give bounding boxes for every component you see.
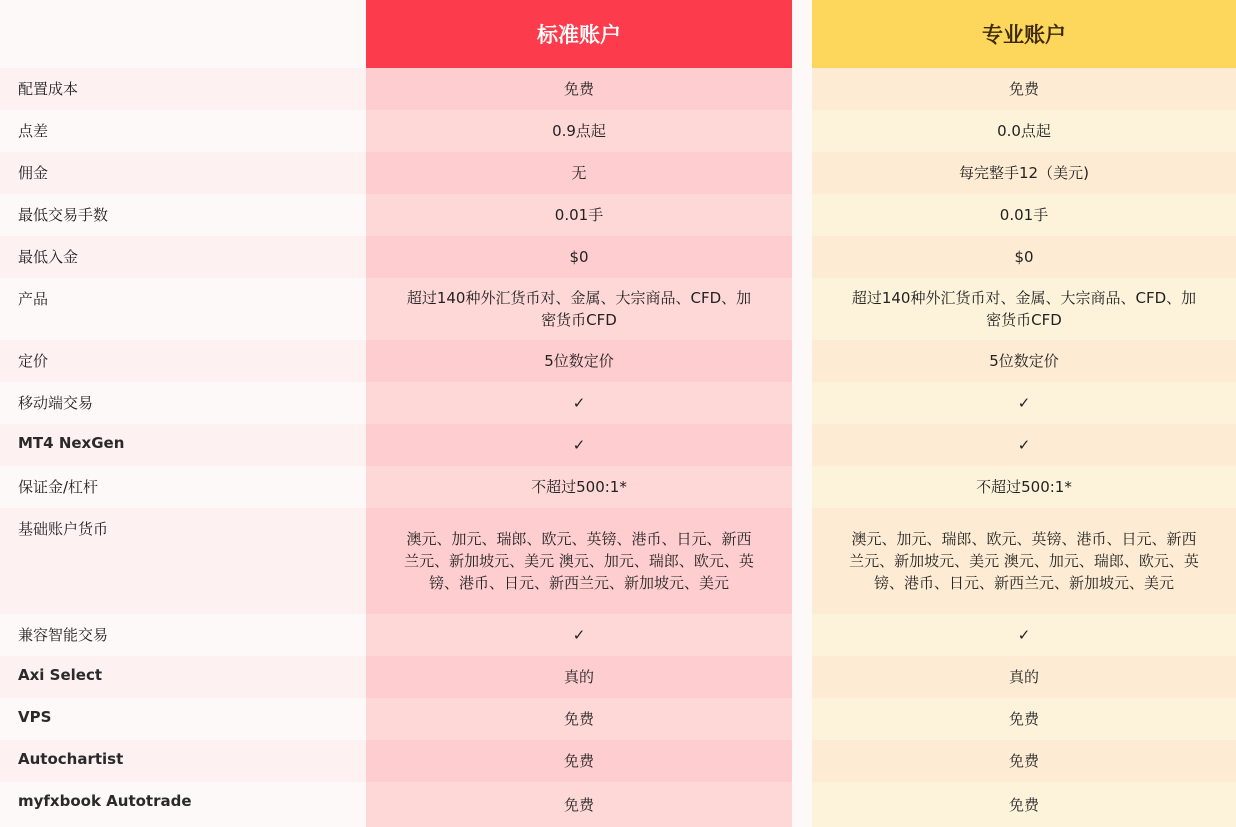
pro-cell: 免费 <box>812 782 1236 827</box>
table-row <box>0 278 1236 340</box>
comparison-table <box>0 68 1236 827</box>
pro-cell: 不超过500:1* <box>812 466 1236 508</box>
standard-cell: 不超过500:1* <box>366 466 792 508</box>
check-icon: ✓ <box>812 614 1236 656</box>
row-label: 移动端交易 <box>0 382 366 424</box>
row-label: Autochartist <box>0 740 366 782</box>
row-label: 兼容智能交易 <box>0 614 366 656</box>
check-icon: ✓ <box>366 424 792 466</box>
standard-cell: 0.01手 <box>366 194 792 236</box>
standard-cell: 免费 <box>366 68 792 110</box>
table-row <box>0 152 1236 194</box>
check-icon: ✓ <box>812 424 1236 466</box>
row-label: 配置成本 <box>0 68 366 110</box>
table-row <box>0 68 1236 110</box>
row-label: myfxbook Autotrade <box>0 782 366 827</box>
pro-cell: 超过140种外汇货币对、金属、大宗商品、CFD、加密货币CFD <box>812 278 1236 340</box>
row-label: 基础账户货币 <box>0 508 366 614</box>
standard-cell: 免费 <box>366 782 792 827</box>
pro-cell: 真的 <box>812 656 1236 698</box>
pro-cell: $0 <box>812 236 1236 278</box>
row-label: Axi Select <box>0 656 366 698</box>
pro-cell: 澳元、加元、瑞郎、欧元、英镑、港币、日元、新西兰元、新加坡元、美元 澳元、加元、瑞郎、欧元、英镑、港币、日元、新西兰元、新加坡元、美元 <box>812 508 1236 614</box>
pro-cell: 5位数定价 <box>812 340 1236 382</box>
table-row <box>0 424 1236 466</box>
table-row <box>0 466 1236 508</box>
standard-cell: 超过140种外汇货币对、金属、大宗商品、CFD、加密货币CFD <box>366 278 792 340</box>
row-label: 保证金/杠杆 <box>0 466 366 508</box>
pro-cell: 免费 <box>812 740 1236 782</box>
pro-cell: 免费 <box>812 698 1236 740</box>
check-icon: ✓ <box>812 382 1236 424</box>
table-row <box>0 614 1236 656</box>
table-row <box>0 698 1236 740</box>
row-label: VPS <box>0 698 366 740</box>
table-row <box>0 382 1236 424</box>
check-icon: ✓ <box>366 614 792 656</box>
table-row <box>0 110 1236 152</box>
pro-cell: 0.0点起 <box>812 110 1236 152</box>
row-label: MT4 NexGen <box>0 424 366 466</box>
standard-cell: 真的 <box>366 656 792 698</box>
standard-cell: $0 <box>366 236 792 278</box>
pro-cell: 免费 <box>812 68 1236 110</box>
row-label: 最低入金 <box>0 236 366 278</box>
row-label: 点差 <box>0 110 366 152</box>
table-row <box>0 340 1236 382</box>
pro-cell: 每完整手12（美元) <box>812 152 1236 194</box>
row-label: 产品 <box>0 278 366 340</box>
row-label: 佣金 <box>0 152 366 194</box>
standard-cell: 澳元、加元、瑞郎、欧元、英镑、港币、日元、新西兰元、新加坡元、美元 澳元、加元、瑞郎、欧元、英镑、港币、日元、新西兰元、新加坡元、美元 <box>366 508 792 614</box>
standard-cell: 5位数定价 <box>366 340 792 382</box>
standard-cell: 免费 <box>366 740 792 782</box>
check-icon: ✓ <box>366 382 792 424</box>
standard-cell: 无 <box>366 152 792 194</box>
standard-cell: 0.9点起 <box>366 110 792 152</box>
row-label: 定价 <box>0 340 366 382</box>
pro-account-header: 专业账户 <box>812 0 1236 68</box>
table-row <box>0 656 1236 698</box>
table-row <box>0 740 1236 782</box>
pro-cell: 0.01手 <box>812 194 1236 236</box>
table-row <box>0 508 1236 614</box>
row-label: 最低交易手数 <box>0 194 366 236</box>
standard-account-header: 标准账户 <box>366 0 792 68</box>
standard-cell: 免费 <box>366 698 792 740</box>
table-row <box>0 782 1236 827</box>
table-row <box>0 236 1236 278</box>
table-row <box>0 194 1236 236</box>
